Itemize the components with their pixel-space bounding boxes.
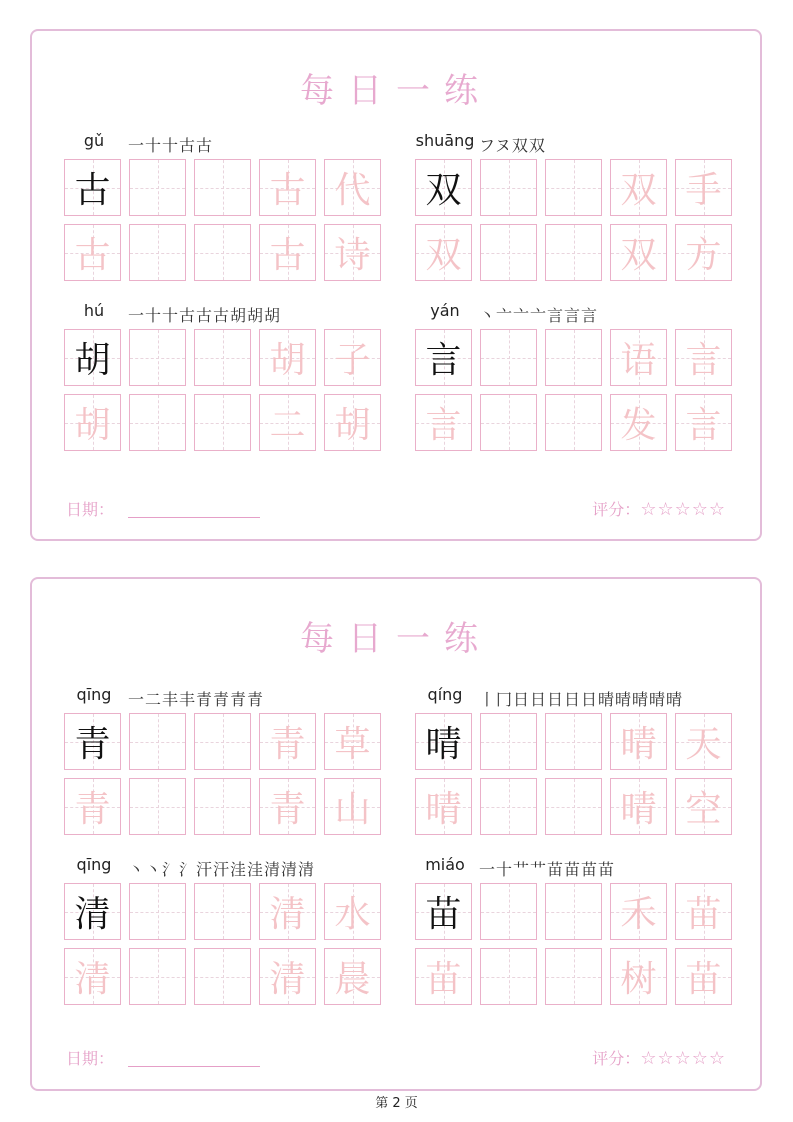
word-cell: 树: [610, 948, 667, 1005]
word-cell: 禾: [610, 883, 667, 940]
pinyin: miáo: [425, 855, 465, 874]
model-cell: [64, 713, 121, 770]
word-cell: 青: [259, 713, 316, 770]
date-label: 日期：: [66, 1049, 115, 1068]
practice-cell[interactable]: [194, 883, 251, 940]
model-char: 胡: [74, 340, 111, 381]
practice-cell[interactable]: [480, 224, 537, 281]
practice-cell[interactable]: [480, 713, 537, 770]
model-char: 双: [425, 170, 462, 211]
model-cell: [64, 329, 121, 386]
practice-cell[interactable]: [545, 394, 602, 451]
word-cell: 清: [259, 948, 316, 1005]
word-cell: 诗: [324, 224, 381, 281]
model-char: 言: [425, 340, 462, 381]
stroke-order: 一二丰丰青青青青: [128, 690, 265, 709]
practice-cell[interactable]: [129, 713, 186, 770]
stroke-order: 一十十古古: [128, 136, 214, 155]
practice-cell[interactable]: [480, 394, 537, 451]
word-cell: 二: [259, 394, 316, 451]
practice-cell[interactable]: [129, 224, 186, 281]
model-cell: [415, 713, 472, 770]
stroke-order: 一十十古古古胡胡胡: [128, 306, 282, 325]
practice-cell[interactable]: [129, 778, 186, 835]
trace-cell[interactable]: 清: [64, 948, 121, 1005]
practice-cell[interactable]: [129, 948, 186, 1005]
model-char: 清: [74, 894, 111, 935]
practice-cell[interactable]: [129, 159, 186, 216]
practice-cell[interactable]: [194, 394, 251, 451]
practice-cell[interactable]: [545, 713, 602, 770]
practice-cell[interactable]: [480, 329, 537, 386]
word-cell: 双: [610, 159, 667, 216]
practice-cell[interactable]: [129, 883, 186, 940]
word-cell: 言: [675, 329, 732, 386]
practice-cell[interactable]: [545, 948, 602, 1005]
practice-cell[interactable]: [480, 778, 537, 835]
practice-cell[interactable]: [194, 778, 251, 835]
trace-cell[interactable]: 双: [415, 224, 472, 281]
practice-cell[interactable]: [194, 713, 251, 770]
date-label: 日期：: [66, 500, 115, 519]
pinyin: qīng: [76, 855, 112, 874]
model-char: 晴: [425, 724, 462, 765]
practice-cell[interactable]: [129, 329, 186, 386]
date-input-line[interactable]: [128, 517, 260, 518]
star-rating[interactable]: ☆☆☆☆☆: [640, 1048, 726, 1069]
word-cell: 胡: [259, 329, 316, 386]
word-cell: 方: [675, 224, 732, 281]
score-label: 评分：☆☆☆☆☆: [592, 499, 726, 520]
score-label: 评分：☆☆☆☆☆: [592, 1048, 726, 1069]
word-cell: 语: [610, 329, 667, 386]
model-cell: [415, 883, 472, 940]
model-cell: [415, 329, 472, 386]
word-cell: 子: [324, 329, 381, 386]
word-cell: 草: [324, 713, 381, 770]
word-cell: 青: [259, 778, 316, 835]
practice-cell[interactable]: [194, 329, 251, 386]
pinyin: hú: [83, 301, 105, 320]
trace-cell[interactable]: 晴: [415, 778, 472, 835]
word-cell: 山: [324, 778, 381, 835]
practice-cell[interactable]: [129, 394, 186, 451]
star-rating[interactable]: ☆☆☆☆☆: [640, 499, 726, 520]
practice-cell[interactable]: [545, 224, 602, 281]
trace-cell[interactable]: 青: [64, 778, 121, 835]
word-cell: 空: [675, 778, 732, 835]
model-char: 苗: [425, 894, 462, 935]
panel-title: 每日一练: [300, 619, 492, 659]
word-cell: 天: [675, 713, 732, 770]
model-char: 古: [74, 170, 111, 211]
practice-cell[interactable]: [545, 778, 602, 835]
practice-panel-1: [30, 29, 762, 541]
word-cell: 古: [259, 159, 316, 216]
model-char: 青: [74, 724, 111, 765]
word-cell: 晨: [324, 948, 381, 1005]
stroke-order: フヌ双双: [479, 136, 546, 155]
model-cell: [415, 159, 472, 216]
panel-title: 每日一练: [300, 71, 492, 111]
word-cell: 晴: [610, 778, 667, 835]
model-cell: [64, 159, 121, 216]
stroke-order: 一十艹艹苗苗苗苗: [479, 860, 616, 879]
word-cell: 古: [259, 224, 316, 281]
stroke-order: 丨冂日日日日日晴晴晴晴晴: [479, 690, 684, 709]
word-cell: 水: [324, 883, 381, 940]
word-cell: 苗: [675, 883, 732, 940]
stroke-order: 丶丶氵氵汗汗洼洼清清清: [128, 860, 316, 879]
trace-cell[interactable]: 苗: [415, 948, 472, 1005]
word-cell: 清: [259, 883, 316, 940]
page-number: 第 2 页: [375, 1096, 418, 1111]
word-cell: 手: [675, 159, 732, 216]
trace-cell[interactable]: 古: [64, 224, 121, 281]
word-cell: 代: [324, 159, 381, 216]
practice-cell[interactable]: [194, 159, 251, 216]
word-cell: 苗: [675, 948, 732, 1005]
practice-panel-2: [30, 577, 762, 1091]
model-cell: [64, 883, 121, 940]
trace-cell[interactable]: 胡: [64, 394, 121, 451]
practice-cell[interactable]: [480, 948, 537, 1005]
practice-cell[interactable]: [480, 159, 537, 216]
pinyin: yán: [430, 301, 460, 320]
word-cell: 晴: [610, 713, 667, 770]
pinyin: shuāng: [415, 131, 475, 150]
practice-cell[interactable]: [480, 883, 537, 940]
trace-cell[interactable]: 言: [415, 394, 472, 451]
practice-cell[interactable]: [545, 883, 602, 940]
word-cell: 发: [610, 394, 667, 451]
practice-cell[interactable]: [545, 329, 602, 386]
date-input-line[interactable]: [128, 1066, 260, 1067]
word-cell: 胡: [324, 394, 381, 451]
word-cell: 双: [610, 224, 667, 281]
pinyin: gǔ: [83, 131, 105, 150]
pinyin: qíng: [427, 685, 463, 704]
practice-cell[interactable]: [545, 159, 602, 216]
practice-cell[interactable]: [194, 224, 251, 281]
pinyin: qīng: [76, 685, 112, 704]
word-cell: 言: [675, 394, 732, 451]
stroke-order: 丶亠亠亠言言言: [479, 306, 599, 325]
practice-cell[interactable]: [194, 948, 251, 1005]
